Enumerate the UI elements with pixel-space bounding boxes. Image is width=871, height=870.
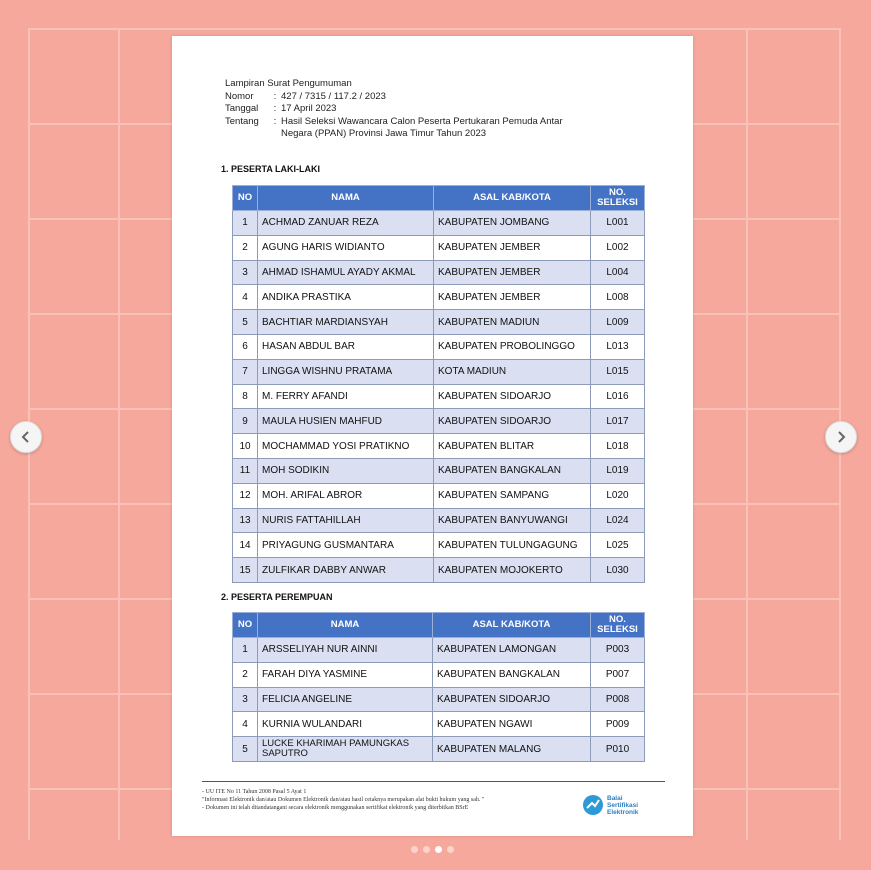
cell-seleksi: P009 (591, 712, 645, 737)
cell-seleksi: P003 (591, 638, 645, 663)
cell-seleksi: P010 (591, 737, 645, 762)
female-section-title: 2. PESERTA PEREMPUAN (221, 592, 333, 602)
cell-nama: LUCKE KHARIMAH PAMUNGKAS SAPUTRO (258, 737, 433, 762)
cell-asal: KABUPATEN BANGKALAN (434, 458, 591, 483)
cell-seleksi: P007 (591, 662, 645, 687)
nomor-row (225, 91, 611, 104)
cell-seleksi: L016 (591, 384, 645, 409)
cell-no: 3 (233, 687, 258, 712)
table-row (233, 235, 645, 260)
cell-nama: LINGGA WISHNU PRATAMA (258, 359, 434, 384)
cell-asal: KABUPATEN PROBOLINGGO (434, 334, 591, 359)
cell-no: 7 (233, 359, 258, 384)
cell-asal: KABUPATEN SAMPANG (434, 483, 591, 508)
cell-no: 1 (233, 211, 258, 236)
cell-no: 4 (233, 712, 258, 737)
cell-seleksi: L024 (591, 508, 645, 533)
tanggal-row (225, 103, 611, 116)
cell-asal: KABUPATEN JOMBANG (434, 211, 591, 236)
male-table (232, 185, 645, 583)
table-header-row (233, 613, 645, 638)
cell-asal: KABUPATEN LAMONGAN (433, 638, 591, 663)
cell-asal: KABUPATEN MADIUN (434, 310, 591, 335)
cell-nama: FELICIA ANGELINE (258, 687, 433, 712)
cell-no: 5 (233, 737, 258, 762)
footer-line-1: - UU ITE No 11 Tahun 2008 Pasal 5 Ayat 1 (202, 789, 307, 795)
logo-line-1: Balai (607, 794, 623, 802)
table-row (233, 712, 645, 737)
cell-asal: KABUPATEN MALANG (433, 737, 591, 762)
cell-no: 9 (233, 409, 258, 434)
footer-line-3: - Dokumen ini telah ditandatangani secara elektronik menggunakan sertifikat elektronik yang diterbitkan BSrE (202, 805, 469, 811)
table-row (233, 359, 645, 384)
table-row (233, 687, 645, 712)
tentang-line-1: Hasil Seleksi Wawancara Calon Peserta Pertukaran Pemuda Antar (281, 115, 563, 127)
cell-seleksi: L017 (591, 409, 645, 434)
cell-nama: MOH SODIKIN (258, 458, 434, 483)
table-row (233, 409, 645, 434)
table-row (233, 285, 645, 310)
chevron-left-icon (19, 430, 33, 444)
cell-nama: ZULFIKAR DABBY ANWAR (258, 558, 434, 583)
cell-seleksi: P008 (591, 687, 645, 712)
cell-seleksi: L020 (591, 483, 645, 508)
cell-seleksi: L002 (591, 235, 645, 260)
footer-notes (202, 788, 484, 812)
table-row (233, 737, 645, 762)
table-header-row (233, 186, 645, 211)
tanggal-label: Tanggal (225, 103, 259, 114)
table-row (233, 483, 645, 508)
cell-asal: KABUPATEN SIDOARJO (434, 409, 591, 434)
table-row (233, 384, 645, 409)
cell-nama: ANDIKA PRASTIKA (258, 285, 434, 310)
cell-no: 10 (233, 434, 258, 459)
cell-nama: ACHMAD ZANUAR REZA (258, 211, 434, 236)
cell-no: 1 (233, 638, 258, 663)
table-row (233, 434, 645, 459)
cell-nama: MOCHAMMAD YOSI PRATIKNO (258, 434, 434, 459)
previous-slide-button[interactable] (10, 421, 42, 453)
table-row (233, 638, 645, 663)
cell-seleksi: L001 (591, 211, 645, 236)
cell-asal: KABUPATEN SIDOARJO (433, 687, 591, 712)
table-row (233, 310, 645, 335)
tanggal-value: 17 April 2023 (281, 103, 337, 114)
cell-asal: KABUPATEN BLITAR (434, 434, 591, 459)
cell-seleksi: L015 (591, 359, 645, 384)
colon: : (273, 90, 277, 102)
tentang-line-2: Negara (PPAN) Provinsi Jawa Timur Tahun 2023 (281, 128, 487, 139)
table-row (233, 334, 645, 359)
cell-nama: AHMAD ISHAMUL AYADY AKMAL (258, 260, 434, 285)
cell-seleksi: L009 (591, 310, 645, 335)
chevron-right-icon (834, 430, 848, 444)
cell-nama: NURIS FATTAHILLAH (258, 508, 434, 533)
cell-seleksi: L018 (591, 434, 645, 459)
letter-header (225, 78, 611, 141)
col-nama: NAMA (258, 186, 434, 211)
bsre-logo-icon (582, 794, 604, 816)
cell-nama: MAULA HUSIEN MAHFUD (258, 409, 434, 434)
table-row (233, 558, 645, 583)
col-seleksi: NO. SELEKSI (591, 186, 645, 211)
carousel-dot[interactable] (447, 846, 454, 853)
male-section-title: 1. PESERTA LAKI-LAKI (221, 164, 321, 174)
cell-no: 4 (233, 285, 258, 310)
colon: : (273, 103, 277, 114)
table-row (233, 533, 645, 558)
bsre-logo (582, 794, 638, 816)
cell-no: 6 (233, 334, 258, 359)
cell-seleksi: L030 (591, 558, 645, 583)
cell-no: 5 (233, 310, 258, 335)
cell-asal: KABUPATEN SIDOARJO (434, 384, 591, 409)
col-seleksi: NO. SELEKSI (591, 613, 645, 638)
cell-no: 13 (233, 508, 258, 533)
cell-seleksi: L004 (591, 260, 645, 285)
carousel-dot[interactable] (411, 846, 418, 853)
col-asal: ASAL KAB/KOTA (434, 186, 591, 211)
cell-seleksi: L025 (591, 533, 645, 558)
col-asal: ASAL KAB/KOTA (433, 613, 591, 638)
table-row (233, 458, 645, 483)
cell-nama: FARAH DIYA YASMINE (258, 662, 433, 687)
footer-line-2: "Informasi Elektronik dan/atau Dokumen Elektronik dan/atau hasil cetaknya merupakan alat bukti hukum yang sah. " (202, 797, 485, 803)
cell-asal: KABUPATEN JEMBER (434, 235, 591, 260)
col-no: NO (233, 613, 258, 638)
next-slide-button[interactable] (825, 421, 857, 453)
col-no: NO (233, 186, 258, 211)
cell-no: 8 (233, 384, 258, 409)
logo-line-3: Elektronik (607, 808, 639, 816)
cell-asal: KABUPATEN JEMBER (434, 285, 591, 310)
cell-no: 2 (233, 662, 258, 687)
table-row (233, 260, 645, 285)
cell-no: 3 (233, 260, 258, 285)
table-row (233, 211, 645, 236)
cell-nama: M. FERRY AFANDI (258, 384, 434, 409)
carousel-dots (411, 846, 454, 853)
cell-seleksi: L019 (591, 458, 645, 483)
cell-no: 15 (233, 558, 258, 583)
cell-no: 11 (233, 458, 258, 483)
col-nama: NAMA (258, 613, 433, 638)
cell-nama: KURNIA WULANDARI (258, 712, 433, 737)
footer-divider (202, 781, 665, 782)
carousel-dot-active[interactable] (435, 846, 442, 853)
cell-nama: ARSSELIYAH NUR AINNI (258, 638, 433, 663)
cell-asal: KABUPATEN MOJOKERTO (434, 558, 591, 583)
tentang-row (225, 116, 611, 141)
cell-asal: KABUPATEN NGAWI (433, 712, 591, 737)
cell-seleksi: L013 (591, 334, 645, 359)
female-table (232, 612, 645, 762)
tentang-label: Tentang (225, 115, 259, 127)
carousel-dot[interactable] (423, 846, 430, 853)
cell-seleksi: L008 (591, 285, 645, 310)
cell-asal: KABUPATEN JEMBER (434, 260, 591, 285)
cell-nama: HASAN ABDUL BAR (258, 334, 434, 359)
cell-no: 12 (233, 483, 258, 508)
cell-nama: PRIYAGUNG GUSMANTARA (258, 533, 434, 558)
cell-nama: AGUNG HARIS WIDIANTO (258, 235, 434, 260)
nomor-value: 427 / 7315 / 117.2 / 2023 (281, 90, 386, 102)
logo-line-2: Sertifikasi (607, 801, 639, 809)
cell-asal: KABUPATEN TULUNGAGUNG (434, 533, 591, 558)
colon: : (273, 115, 277, 127)
cell-asal: KABUPATEN BANYUWANGI (434, 508, 591, 533)
cell-nama: MOH. ARIFAL ABROR (258, 483, 434, 508)
table-row (233, 508, 645, 533)
header-title: Lampiran Surat Pengumuman (225, 78, 352, 89)
cell-asal: KABUPATEN BANGKALAN (433, 662, 591, 687)
cell-no: 2 (233, 235, 258, 260)
document-page (172, 36, 693, 836)
cell-no: 14 (233, 533, 258, 558)
nomor-label: Nomor (225, 90, 254, 102)
cell-nama: BACHTIAR MARDIANSYAH (258, 310, 434, 335)
table-row (233, 662, 645, 687)
cell-asal: KOTA MADIUN (434, 359, 591, 384)
